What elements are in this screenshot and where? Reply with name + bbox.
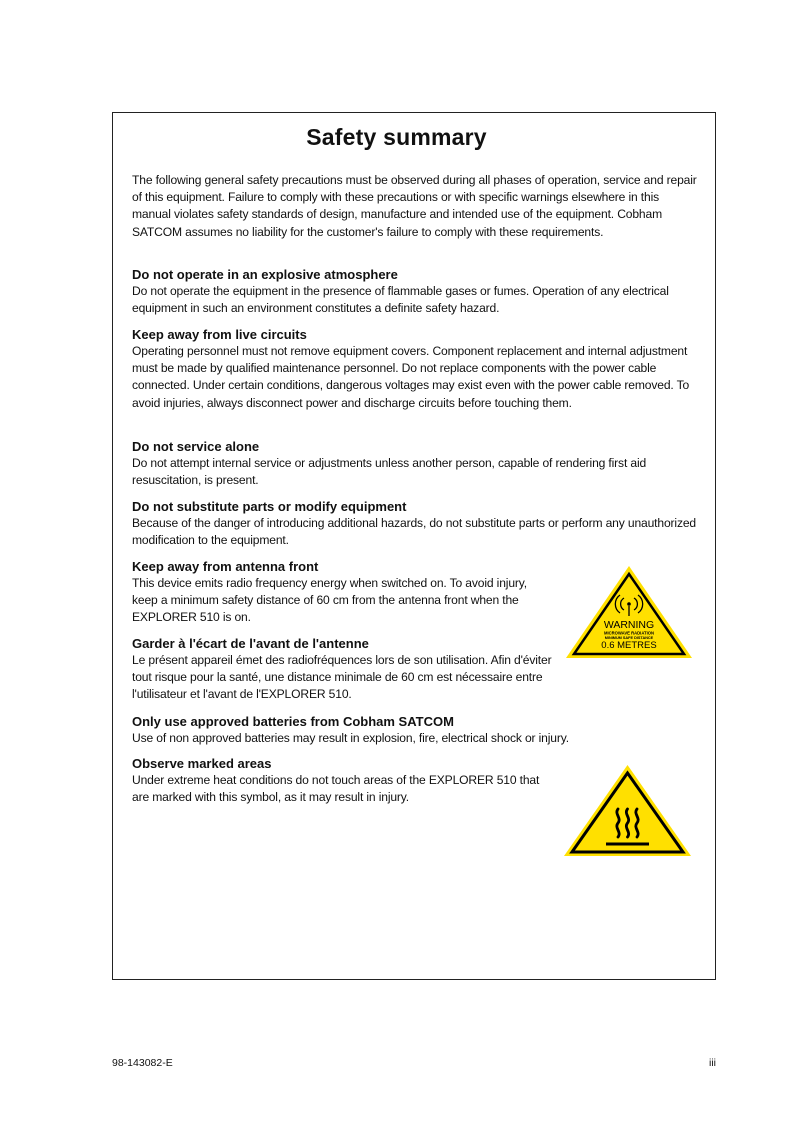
section-body: Operating personnel must not remove equipment covers. Component replacement and internal adjustment must be made by qualified maintenance personnel. Do not replace components with the power cable connected. Under certain conditions, dangerous voltages may exist even with the power cable removed. To avoid injuries, always disconnect power and discharge circuits before touching them. <box>132 344 690 410</box>
section-heading: Keep away from antenna front <box>132 559 319 574</box>
section-body: Use of non approved batteries may result in explosion, fire, electrical shock or injury. <box>132 731 569 745</box>
section-live-circuits <box>132 326 698 412</box>
section-substitute-parts <box>132 498 698 549</box>
section-explosive-atmosphere <box>132 266 698 317</box>
section-antenna-front <box>132 558 552 627</box>
antenna-dot <box>627 602 631 606</box>
section-heading: Only use approved batteries from Cobham SATCOM <box>132 714 454 729</box>
document-number: 98-143082-E <box>112 1057 173 1069</box>
section-heading: Keep away from live circuits <box>132 327 307 342</box>
sign-warning-text: WARNING <box>603 619 655 631</box>
page-number: iii <box>709 1057 716 1069</box>
hot-surface-warning-icon <box>562 763 693 858</box>
section-body: Under extreme heat conditions do not touch areas of the EXPLORER 510 that are marked with this symbol, as it may result in injury. <box>132 773 540 805</box>
page-title: Safety summary <box>306 124 487 150</box>
section-heading: Do not substitute parts or modify equipment <box>132 499 407 514</box>
section-body: Do not operate the equipment in the presence of flammable gases or fumes. Operation of any electrical equipment in such an environment constitutes a definite safety hazard. <box>132 284 669 316</box>
section-body: Do not attempt internal service or adjustments unless another person, capable of rendering first aid resuscitation, is present. <box>132 456 647 488</box>
sign-metres-text: 0.6 METRES <box>601 640 657 651</box>
section-heading: Do not service alone <box>132 439 260 454</box>
microwave-radiation-warning-icon <box>564 564 694 660</box>
sign-distance-text: MINIMUM SAFE DISTANCE <box>604 636 654 640</box>
section-marked-areas <box>132 755 557 806</box>
section-body: This device emits radio frequency energy when switched on. To avoid injury, keep a minimum safety distance of 60 cm from the antenna front when the EXPLORER 510 is on. <box>132 576 527 625</box>
section-body: Because of the danger of introducing additional hazards, do not substitute parts or perform any unauthorized modification to the equipment. <box>132 516 696 548</box>
section-approved-batteries <box>132 713 698 747</box>
sign-radiation-text: MICROWAVE RADIATION <box>603 630 655 636</box>
section-heading: Do not operate in an explosive atmosphere <box>132 267 398 282</box>
section-heading: Garder à l'écart de l'avant de l'antenne <box>132 636 369 651</box>
section-heading: Observe marked areas <box>132 756 272 771</box>
section-service-alone <box>132 438 698 489</box>
section-body: Le présent appareil émet des radiofréquences lors de son utilisation. Afin d'éviter tout risque pour la santé, une distance minimale de 60 cm est nécessaire entre l'utilisateur et l'avant de l'EXPLORER 510. <box>132 653 552 702</box>
intro-paragraph: The following general safety precautions must be observed during all phases of operation, service and repair of this equipment. Failure to comply with these precautions or with specific warnings elsewhere in this manual violates safety standards of design, manufacture and intended use of the equipment. Cobham SATCOM assumes no liability for the customer's failure to comply with these requirements. <box>132 173 697 239</box>
